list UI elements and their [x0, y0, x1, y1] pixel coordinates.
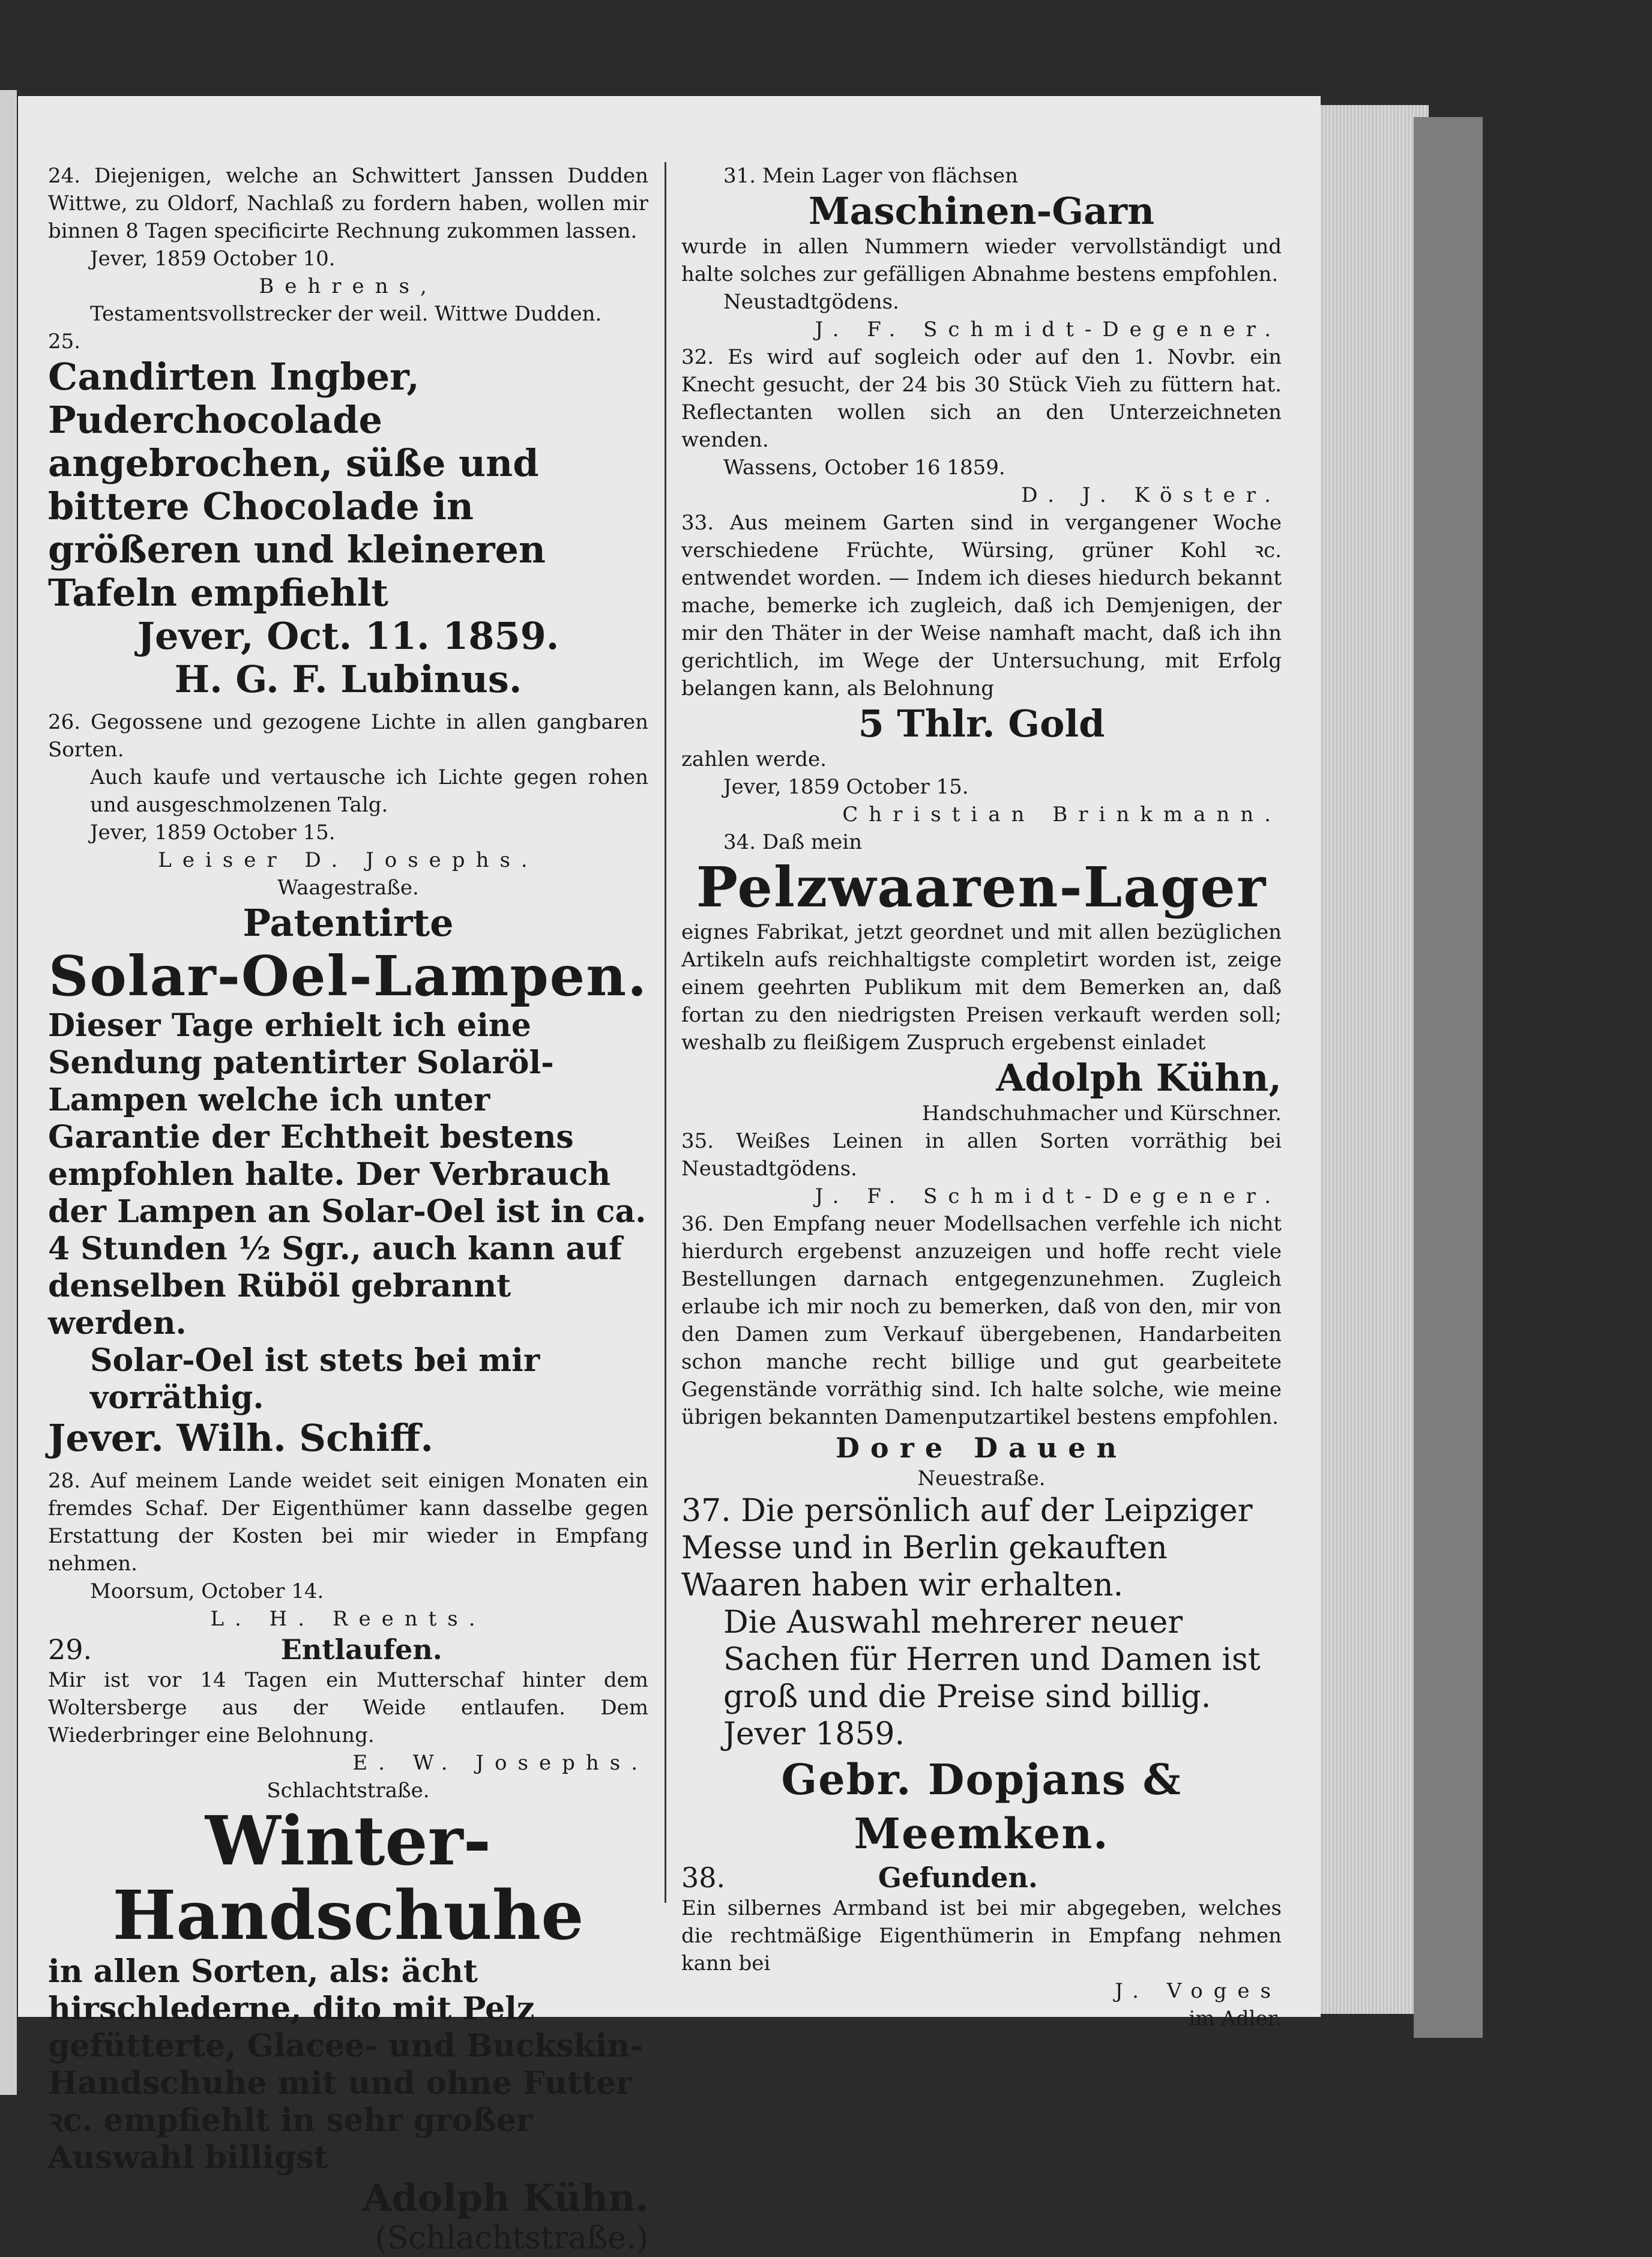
ad-30-street: (Schlachtstraße.): [375, 2220, 648, 2256]
ad-32-place: Wassens, October 16 1859.: [723, 456, 1005, 480]
ad-33-place: Jever, 1859 October 15.: [723, 775, 969, 799]
ad-38-title: Gefunden.: [878, 1861, 1038, 1894]
ad-29: [48, 1633, 648, 1804]
ad-38: [681, 1861, 1282, 2033]
ad-36: [681, 1210, 1282, 1492]
ad-27-signature: [48, 1417, 648, 1460]
book-cover-edge: [1414, 117, 1483, 2038]
ad-25-number: 25.: [48, 330, 81, 354]
ad-38-heading: [681, 1861, 1282, 1894]
ad-29-number: 29.: [48, 1633, 92, 1666]
ad-30-signer: Adolph Kühn.: [363, 2176, 648, 2220]
ad-25-text: Candirten Ingber, Puderchocolade angebrochen, süße und bittere Chocolade in größeren und kleineren Tafeln empfiehlt: [48, 355, 546, 615]
ad-29-text: Mir ist vor 14 Tagen ein Mutterschaf hinter dem Woltersberge aus der Weide entlaufen. Dem Wiederbringer eine Belohnung.: [48, 1668, 648, 1747]
ad-30-title: Winter-Handschuhe: [112, 1802, 584, 1955]
ad-29-signer: E. W. Josephs.: [352, 1751, 648, 1775]
ad-37-text: 37. Die persönlich auf der Leipziger Messe und in Berlin gekauften Waaren haben wir erhalten.: [681, 1493, 1253, 1603]
ad-26-text2: Auch kaufe und vertausche ich Lichte gegen rohen und ausgeschmolzenen Talg.: [90, 765, 648, 817]
ad-24-role: Testamentsvollstrecker der weil. Wittwe Dudden.: [90, 302, 602, 326]
ad-36-text: 36. Den Empfang neuer Modellsachen verfehle ich nicht hierdurch ergebenst anzuzeigen und hoffe recht viele Bestellungen darnach entgegenzunehmen. Zugleich erlaube ich mir noch zu bemerken, daß von den, mir von den Damen zum Verkauf übergebenen, Handarbeiten schon manche recht billige und gut gearbeitete Gegenstände vorräthig sind. Ich halte solche, wie meine übrigen bekannten Damenputzartikel bestens empfohlen.: [681, 1212, 1282, 1429]
ad-28-place: Moorsum, October 14.: [90, 1579, 324, 1603]
ad-32: [681, 343, 1282, 509]
ad-31: [681, 162, 1282, 343]
ad-31-line1: 31. Mein Lager von flächsen: [723, 164, 1018, 188]
ad-37-signer: Gebr. Dopjans & Meemken.: [781, 1755, 1182, 1858]
ad-35-text: 35. Weißes Leinen in allen Sorten vorräthig bei Neustadtgödens.: [681, 1129, 1282, 1181]
ad-31-text: wurde in allen Nummern wieder vervollständigt und halte solches zur gefälligen Abnahme bestens empfohlen.: [681, 235, 1282, 286]
ad-24: [48, 162, 648, 328]
ad-30-body: in allen Sorten, als: ächt hirschlederne, dito mit Pelz gefütterte, Glacee- und Buckskin-Handschuhe mit und ohne Futter ꝛc. empfiehlt in sehr großer Auswahl billigst: [48, 1953, 643, 2176]
ad-33: [681, 509, 1282, 828]
ad-34-role: Handschuhmacher und Kürschner.: [921, 1101, 1282, 1125]
ad-30: [48, 1804, 648, 2257]
ad-34-line1: 34. Daß mein: [723, 830, 863, 854]
left-column: [48, 162, 648, 2257]
ad-29-title: Entlaufen.: [280, 1633, 442, 1666]
ad-34-signer: Adolph Kühn,: [996, 1056, 1282, 1100]
ad-24-signer: Behrens,: [259, 274, 438, 298]
ad-34-text: eignes Fabrikat, jetzt geordnet und mit allen bezüglichen Artikeln aufs reichhaltigste completirt worden ist, zeige einem geehrten Publikum mit dem Bemerken an, daß fortan zu den niedrigsten Preisen verkauft werden soll; weshalb zu fleißigem Zuspruch ergebenst einladet: [681, 920, 1282, 1055]
adjacent-page-strip: [0, 90, 17, 2095]
ad-27-body2: Solar-Oel ist stets bei mir vorräthig.: [90, 1342, 540, 1416]
ad-36-street: Neuestraße.: [917, 1466, 1046, 1490]
ad-25: [48, 328, 648, 701]
ad-26-place: Jever, 1859 October 15.: [90, 821, 336, 845]
ad-28-signer: L. H. Reents.: [210, 1607, 486, 1631]
ad-24-text: 24. Diejenigen, welche an Schwittert Janssen Dudden Wittwe, zu Oldorf, Nachlaß zu fordern haben, wollen mir binnen 8 Tagen specificirte Rechnung zukommen lassen.: [48, 164, 648, 243]
ad-29-street: Schlachtstraße.: [267, 1779, 430, 1803]
ad-28-text: 28. Auf meinem Lande weidet seit einigen Monaten ein fremdes Schaf. Der Eigenthümer kann dasselbe gegen Erstattung der Kosten bei mir wieder in Empfang nehmen.: [48, 1469, 648, 1576]
ad-37: [681, 1492, 1282, 1861]
ad-25-place: Jever, Oct. 11. 1859.: [137, 614, 559, 658]
ad-36-signer: Dore Dauen: [836, 1432, 1127, 1464]
right-column: [681, 162, 1282, 2033]
ad-27-title2: Solar-Oel-Lampen.: [48, 944, 648, 1008]
ad-38-number: 38.: [681, 1861, 726, 1894]
ad-26: [48, 708, 648, 902]
ad-33-text2: zahlen werde.: [681, 747, 827, 771]
ad-37-place: Jever 1859.: [723, 1716, 905, 1752]
ad-26-text: 26. Gegossene und gezogene Lichte in allen gangbaren Sorten.: [48, 710, 648, 762]
ad-33-reward: 5 Thlr. Gold: [858, 702, 1105, 746]
ad-35-signer: J. F. Schmidt-Degener.: [815, 1184, 1282, 1208]
ad-27-place: Jever.: [48, 1416, 164, 1460]
ad-27-signer: Wilh. Schiff.: [176, 1416, 433, 1460]
ad-26-signer: Leiser D. Josephs.: [158, 848, 538, 872]
ad-33-signer: Christian Brinkmann.: [842, 803, 1282, 827]
ad-26-street: Waagestraße.: [277, 876, 419, 900]
ad-27-title1: Patentirte: [243, 901, 454, 945]
ad-27-body: Dieser Tage erhielt ich eine Sendung patentirter Solaröl-Lampen welche ich unter Garantie der Echtheit bestens empfohlen halte. Der Verbrauch der Lampen an Solar-Oel ist in ca. 4 Stunden ½ Sgr., auch kann auf denselben Rüböl gebrannt werden.: [48, 1007, 647, 1342]
ad-32-signer: D. J. Köster.: [1021, 483, 1282, 507]
ad-38-place: im Adler.: [1189, 2007, 1282, 2031]
ad-29-heading: [48, 1633, 648, 1666]
ad-33-text: 33. Aus meinem Garten sind in vergangener Woche verschiedene Früchte, Würsing, grüner Kohl ꝛc. entwendet worden. — Indem ich dieses hiedurch bekannt mache, bemerke ich zugleich, daß ich Demjenigen, der mir den Thäter in der Weise namhaft macht, daß ich ihn gerichtlich, im Wege der Untersuchung, mit Erfolg belangen kann, als Belohnung: [681, 511, 1282, 701]
ad-31-signer: J. F. Schmidt-Degener.: [815, 318, 1282, 342]
ad-25-signer: H. G. F. Lubinus.: [174, 657, 522, 701]
ad-32-text: 32. Es wird auf sogleich oder auf den 1. Novbr. ein Knecht gesucht, der 24 bis 30 Stück Vieh zu füttern hat. Reflectanten wollen sich an den Unterzeichneten wenden.: [681, 345, 1282, 452]
ad-34-title: Pelzwaaren-Lager: [696, 855, 1267, 920]
ad-24-place: Jever, 1859 October 10.: [90, 247, 336, 271]
column-divider: [665, 162, 666, 1903]
ad-28: [48, 1467, 648, 1633]
ad-31-title: Maschinen-Garn: [808, 189, 1155, 233]
book-page-edges: [1321, 105, 1429, 2014]
ad-34: [681, 828, 1282, 1127]
ad-35: [681, 1127, 1282, 1210]
ad-37-text2: Die Auswahl mehrerer neuer Sachen für Herren und Damen ist groß und die Preise sind billig.: [723, 1605, 1261, 1715]
ad-31-place: Neustadtgödens.: [723, 290, 899, 314]
ad-27: [48, 902, 648, 1460]
ad-38-text: Ein silbernes Armband ist bei mir abgegeben, welches die rechtmäßige Eigenthümerin in Empfang nehmen kann bei: [681, 1896, 1282, 1975]
ad-38-signer: J. Voges: [1115, 1979, 1282, 2003]
